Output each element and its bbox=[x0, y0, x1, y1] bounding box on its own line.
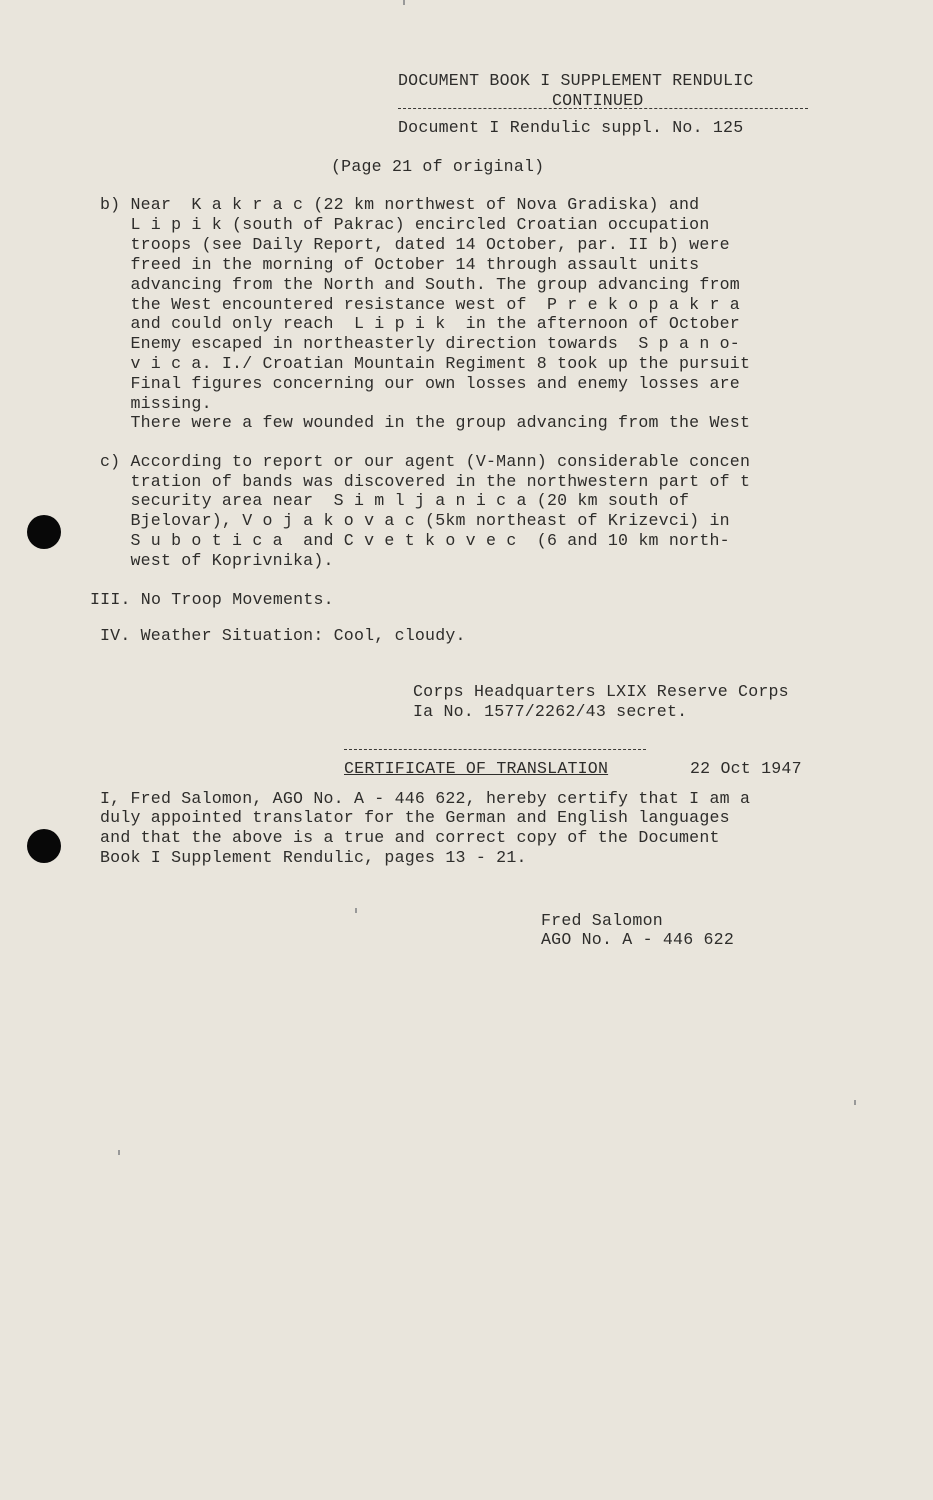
punch-hole-top bbox=[27, 515, 61, 549]
section-iv: IV. Weather Situation: Cool, cloudy. bbox=[100, 626, 466, 645]
section-c-line: west of Koprivnika). bbox=[100, 551, 334, 570]
certificate-body-line: Book I Supplement Rendulic, pages 13 - 21. bbox=[100, 848, 527, 867]
punch-hole-bottom bbox=[27, 829, 61, 863]
section-b-line: There were a few wounded in the group advancing from the West bbox=[100, 413, 751, 432]
certificate-body-line: I, Fred Salomon, AGO No. A - 446 622, hereby certify that I am a bbox=[100, 789, 751, 808]
certificate-title: CERTIFICATE OF TRANSLATION bbox=[344, 759, 609, 778]
paper-speck bbox=[403, 0, 405, 5]
section-c-line: S u b o t i c a and C v e t k o v e c (6 and 10 km north- bbox=[100, 531, 730, 550]
signer-ago: AGO No. A - 446 622 bbox=[541, 930, 734, 949]
section-c-line: c) According to report or our agent (V-Mann) considerable concen bbox=[100, 452, 751, 471]
header-rule bbox=[398, 108, 808, 109]
section-b-line: Final figures concerning our own losses and enemy losses are bbox=[100, 374, 740, 393]
document-reference: Document I Rendulic suppl. No. 125 bbox=[398, 118, 744, 137]
section-b-line: freed in the morning of October 14 through assault units bbox=[100, 255, 700, 274]
paper-speck bbox=[854, 1100, 856, 1105]
signer-name: Fred Salomon bbox=[541, 911, 663, 930]
certificate-rule bbox=[344, 749, 646, 750]
corps-signature-line1: Corps Headquarters LXIX Reserve Corps bbox=[413, 682, 789, 701]
section-b-line: v i c a. I./ Croatian Mountain Regiment 8 took up the pursuit bbox=[100, 354, 751, 373]
section-b-line: missing. bbox=[100, 394, 212, 413]
section-b-line: b) Near K a k r a c (22 km northwest of Nova Gradiska) and bbox=[100, 195, 700, 214]
section-b-line: L i p i k (south of Pakrac) encircled Croatian occupation bbox=[100, 215, 710, 234]
certificate-date: 22 Oct 1947 bbox=[690, 759, 802, 778]
section-b-line: the West encountered resistance west of P r e k o p a k r a bbox=[100, 295, 740, 314]
section-c-line: security area near S i m l j a n i c a (20 km south of bbox=[100, 491, 690, 510]
section-b-line: and could only reach L i p i k in the afternoon of October bbox=[100, 314, 740, 333]
section-iii: III. No Troop Movements. bbox=[90, 590, 334, 609]
page-reference: (Page 21 of original) bbox=[331, 157, 545, 176]
section-b-line: Enemy escaped in northeasterly direction towards S p a n o- bbox=[100, 334, 740, 353]
corps-signature-line2: Ia No. 1577/2262/43 secret. bbox=[413, 702, 688, 721]
paper-speck bbox=[118, 1150, 120, 1155]
section-b-line: advancing from the North and South. The group advancing from bbox=[100, 275, 740, 294]
certificate-body-line: and that the above is a true and correct copy of the Document bbox=[100, 828, 720, 847]
section-b-line: troops (see Daily Report, dated 14 October, par. II b) were bbox=[100, 235, 730, 254]
continued-label: CONTINUED bbox=[552, 91, 644, 110]
section-c-line: tration of bands was discovered in the northwestern part of t bbox=[100, 472, 751, 491]
section-c-line: Bjelovar), V o j a k o v a c (5km northeast of Krizevci) in bbox=[100, 511, 730, 530]
certificate-body-line: duly appointed translator for the German and English languages bbox=[100, 808, 730, 827]
document-title: DOCUMENT BOOK I SUPPLEMENT RENDULIC bbox=[398, 71, 754, 90]
paper-speck bbox=[355, 908, 357, 913]
